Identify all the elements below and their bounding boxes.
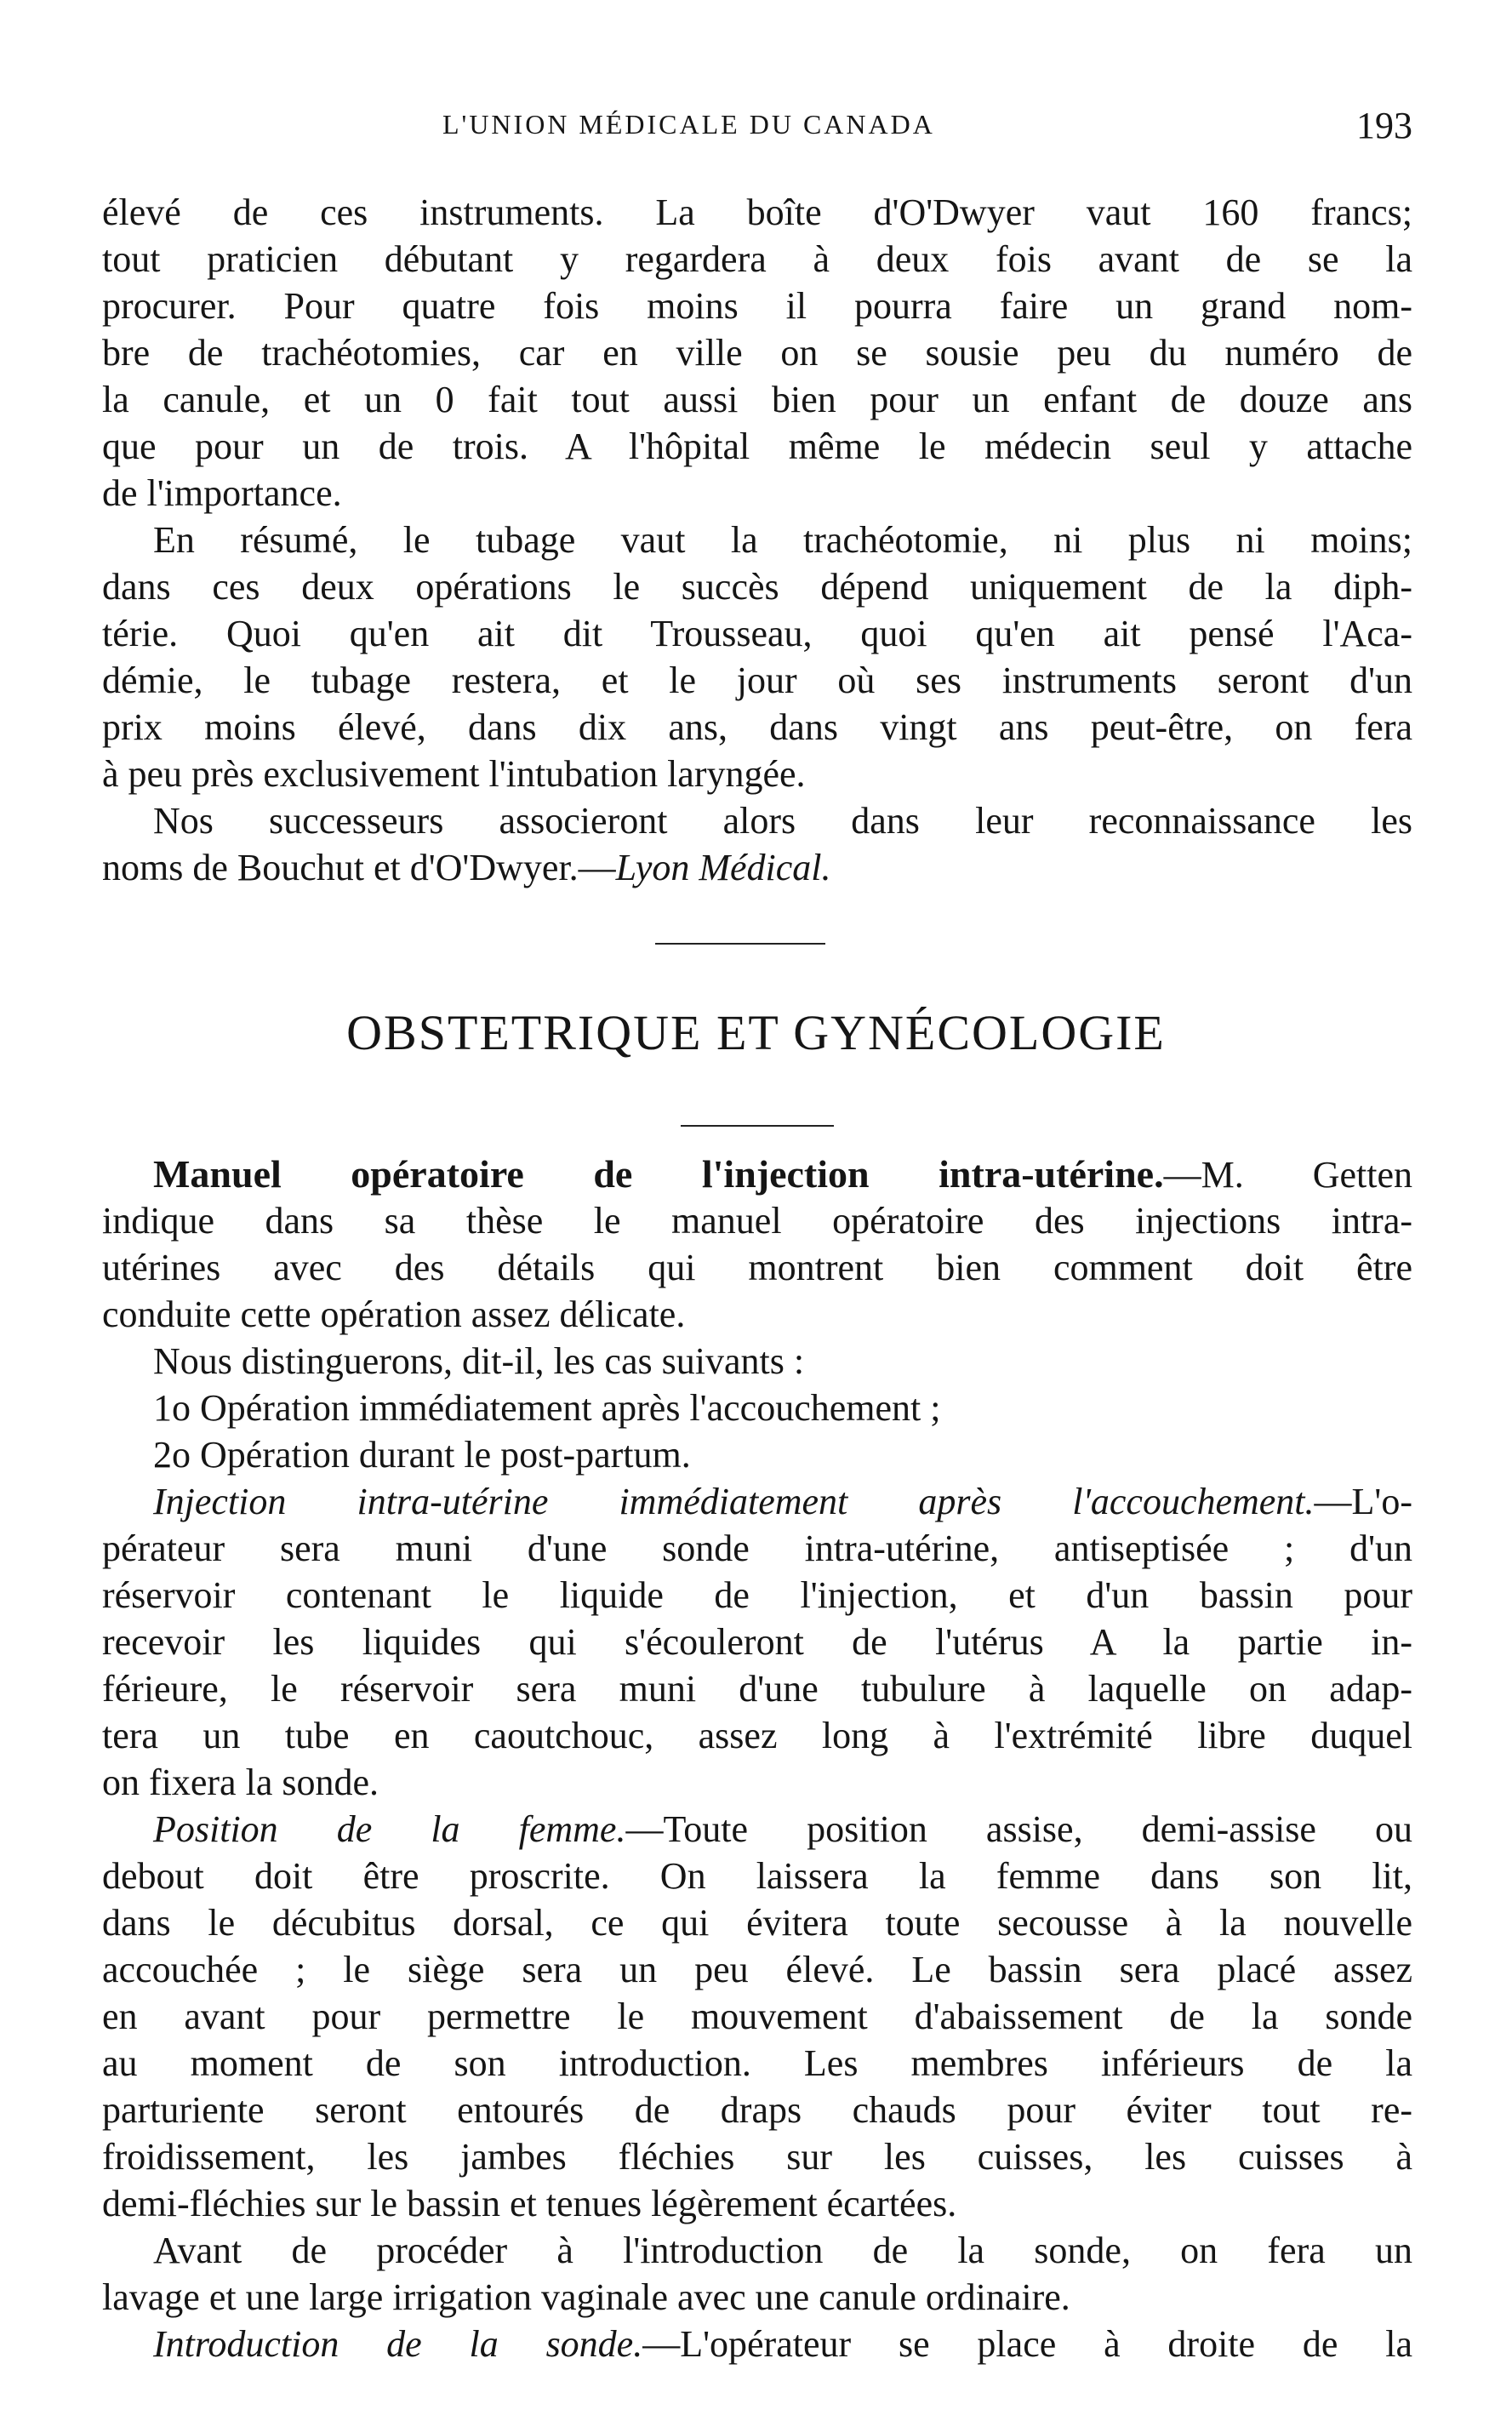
paragraph-line: démie, le tubage restera, et le jour où ses instruments seront d'un <box>102 659 1412 701</box>
subsection-title: Position de la femme. <box>153 1808 626 1850</box>
source-citation: Lyon Médical. <box>615 847 831 888</box>
page-number: 193 <box>1356 105 1412 146</box>
paragraph-line <box>102 844 1412 891</box>
section-divider-top <box>655 943 825 945</box>
paragraph-line: prix moins élevé, dans dix ans, dans vingt ans peut-être, on fera <box>102 706 1412 748</box>
paragraph-line: que pour un de trois. A l'hôpital même le médecin seul y attache <box>102 425 1412 467</box>
paragraph-line: tout praticien débutant y regardera à deux fois avant de se la <box>102 238 1412 280</box>
paragraph-line: dans le décubitus dorsal, ce qui évitera toute secousse à la nouvelle <box>102 1902 1412 1944</box>
running-title: L'UNION MÉDICALE DU CANADA <box>442 109 935 140</box>
article-author: —M. Getten <box>1163 1154 1413 1196</box>
paragraph-line: Nous distinguerons, dit-il, les cas suivants : <box>153 1340 805 1382</box>
paragraph-line: à peu près exclusivement l'intubation laryngée. <box>102 753 806 795</box>
paragraph-line: on fixera la sonde. <box>102 1762 379 1803</box>
paragraph-line: tera un tube en caoutchouc, assez long à l'extrémité libre duquel <box>102 1715 1412 1756</box>
article-title-line <box>102 1151 1412 1197</box>
subsection-line <box>102 1478 1412 1525</box>
closing-text: noms de Bouchut et d'O'Dwyer.— <box>102 847 616 888</box>
paragraph-line: accouchée ; le siège sera un peu élevé. Le bassin sera placé assez <box>102 1949 1412 1990</box>
paragraph-line: En résumé, le tubage vaut la trachéotomie, ni plus ni moins; <box>153 519 1412 561</box>
paragraph-line: Avant de procéder à l'introduction de la sonde, on fera un <box>153 2230 1412 2271</box>
case-item: 1o Opération immédiatement après l'accouchement ; <box>153 1387 941 1429</box>
subsection-lead: —Toute position assise, demi-assise ou <box>625 1808 1412 1850</box>
paragraph-line: parturiente seront entourés de draps chauds pour éviter tout re- <box>102 2089 1412 2131</box>
paragraph-line: bre de trachéotomies, car en ville on se sousie peu du numéro de <box>102 332 1412 374</box>
section-divider-bottom <box>681 1125 834 1127</box>
paragraph-line: conduite cette opération assez délicate. <box>102 1293 686 1335</box>
paragraph-line: réservoir contenant le liquide de l'injection, et d'un bassin pour <box>102 1574 1412 1616</box>
article-title: Manuel opératoire de l'injection intra-utérine. <box>153 1152 1164 1196</box>
article <box>102 1151 1412 2367</box>
paragraph-line: utérines avec des détails qui montrent bien comment doit être <box>102 1247 1412 1288</box>
paragraph-line: de l'importance. <box>102 472 342 514</box>
subsection-line <box>102 1806 1412 1853</box>
subsection-lead: —L'o- <box>1314 1481 1412 1522</box>
paragraph-line: debout doit être proscrite. On laissera la femme dans son lit, <box>102 1855 1412 1897</box>
continued-article <box>102 189 1412 891</box>
paragraph-line: au moment de son introduction. Les membres inférieurs de la <box>102 2042 1412 2084</box>
running-header <box>102 105 1412 160</box>
paragraph-line: Nos successeurs associeront alors dans leur reconnaissance les <box>153 800 1412 842</box>
paragraph-line: térie. Quoi qu'en ait dit Trousseau, quoi qu'en ait pensé l'Aca- <box>102 613 1412 654</box>
paragraph-line: recevoir les liquides qui s'écouleront de l'utérus A la partie in- <box>102 1621 1412 1663</box>
paragraph-line: dans ces deux opérations le succès dépend uniquement de la diph- <box>102 566 1412 608</box>
subsection-lead: —L'opérateur se place à droite de la <box>642 2323 1412 2365</box>
paragraph-line: la canule, et un 0 fait tout aussi bien pour un enfant de douze ans <box>102 379 1412 420</box>
section-heading: OBSTETRIQUE ET GYNÉCOLOGIE <box>346 1005 1166 1060</box>
subsection-line <box>102 2321 1412 2367</box>
paragraph-line: procurer. Pour quatre fois moins il pourra faire un grand nom- <box>102 285 1412 327</box>
subsection-title: Injection intra-utérine immédiatement après l'accouchement. <box>153 1481 1315 1522</box>
paragraph-line: indique dans sa thèse le manuel opératoire des injections intra- <box>102 1200 1412 1242</box>
paragraph-line: élevé de ces instruments. La boîte d'O'Dwyer vaut 160 francs; <box>102 191 1412 233</box>
paragraph-line: férieure, le réservoir sera muni d'une tubulure à laquelle on adap- <box>102 1668 1412 1710</box>
paragraph-line: froidissement, les jambes fléchies sur les cuisses, les cuisses à <box>102 2136 1412 2178</box>
subsection-title: Introduction de la sonde. <box>153 2323 643 2365</box>
case-item: 2o Opération durant le post-partum. <box>153 1434 691 1476</box>
paragraph-line: lavage et une large irrigation vaginale avec une canule ordinaire. <box>102 2276 1070 2318</box>
paragraph-line: en avant pour permettre le mouvement d'abaissement de la sonde <box>102 1996 1412 2037</box>
paragraph-line: demi-fléchies sur le bassin et tenues légèrement écartées. <box>102 2183 957 2224</box>
paragraph-line: pérateur sera muni d'une sonde intra-utérine, antiseptisée ; d'un <box>102 1527 1412 1569</box>
